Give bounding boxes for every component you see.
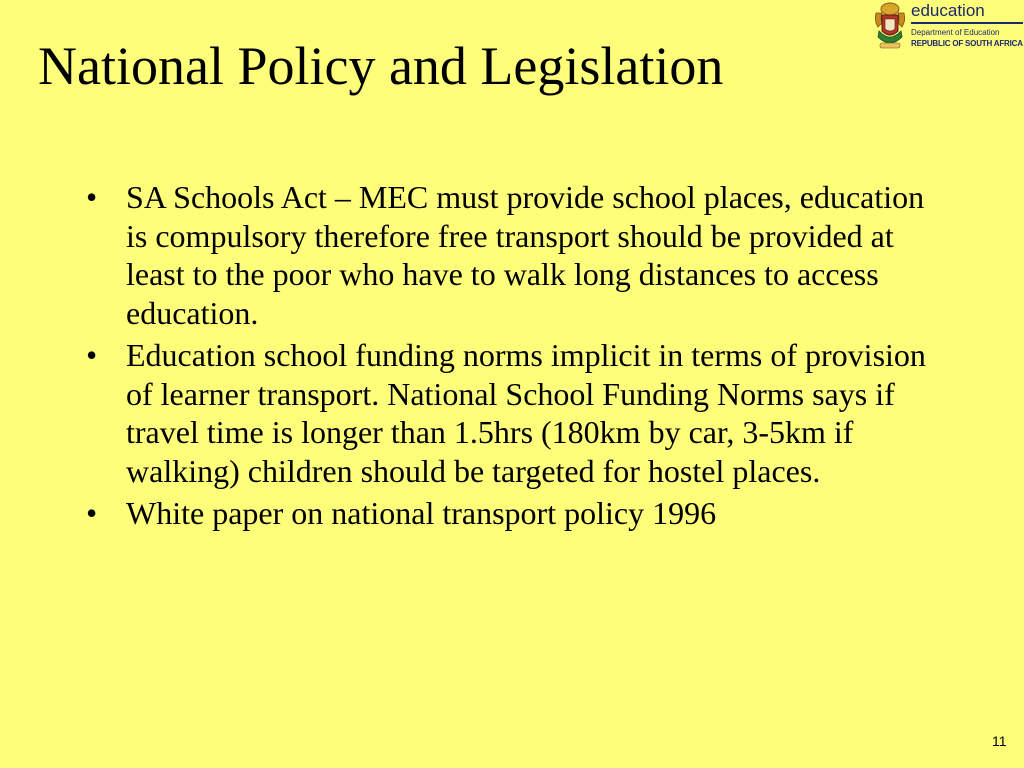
bullet-text: Education school funding norms implicit in terms of provision of learner transport. National School Funding Norms says if travel time is longer than 1.5hrs (180km by car, 3-5km if walking) children should be targeted for hostel places.	[126, 337, 926, 489]
logo-wordmark: education	[911, 1, 985, 20]
bullet-list	[84, 178, 934, 537]
logo-divider	[911, 22, 1023, 24]
bullet-text: SA Schools Act – MEC must provide school places, education is compulsory therefore free transport should be provided at least to the poor who have to walk long distances to access education.	[126, 179, 925, 331]
list-item	[84, 336, 934, 490]
logo-country: REPUBLIC OF SOUTH AFRICA	[911, 39, 1023, 48]
logo-department: Department of Education	[911, 28, 1000, 37]
bullet-marker: •	[86, 179, 98, 215]
page-number: 11	[992, 733, 1007, 749]
bullet-text: White paper on national transport policy 1996	[126, 495, 717, 531]
list-item	[84, 494, 934, 533]
slide-title: National Policy and Legislation	[38, 36, 724, 96]
bullet-marker: •	[86, 337, 98, 373]
education-logo	[866, 0, 1024, 52]
bullet-marker: •	[86, 495, 98, 531]
coat-of-arms-icon	[872, 1, 908, 51]
list-item	[84, 178, 934, 332]
